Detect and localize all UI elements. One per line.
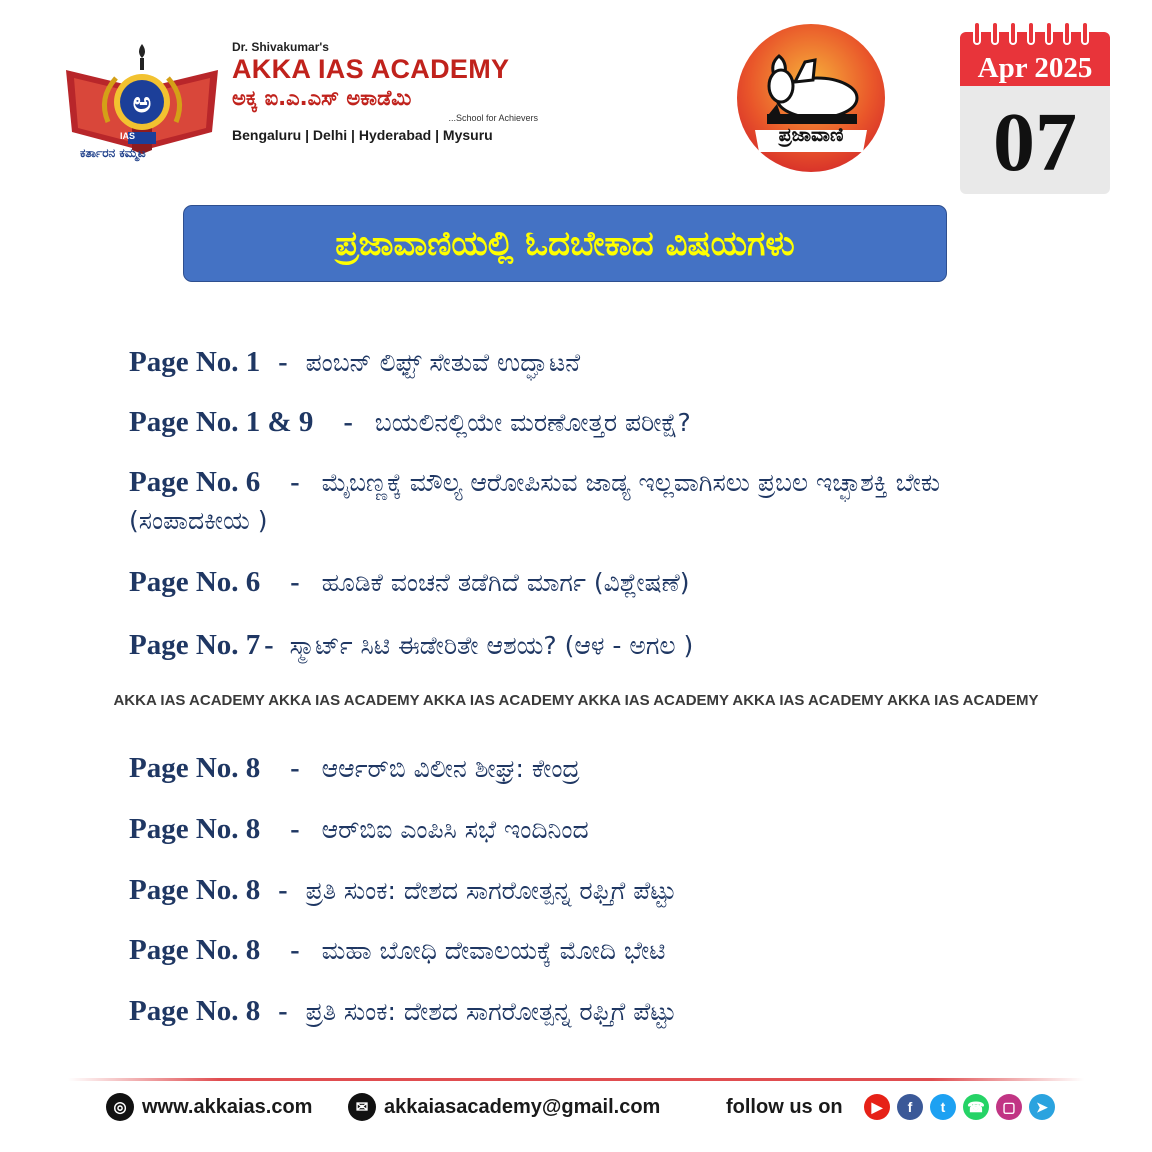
academy-tagline: ...School for Achievers [448,113,538,123]
email-link[interactable]: akkaiasacademy@gmail.com [384,1095,661,1118]
separator: - [278,996,288,1027]
logo-badge-text: IAS [120,131,136,141]
page-number: Page No. 7 [129,629,261,661]
academy-name: AKKA IAS ACADEMY [232,54,510,84]
list-item [129,748,1029,789]
calendar-day: 07 [993,96,1077,189]
footer-website[interactable] [106,1092,312,1122]
article-title: ಪ್ರತಿ ಸುಂಕ: ದೇಶದ ಸಾಗರೋತ್ಪನ್ನ ರಫ್ತಿಗೆ ಪೆಟ್ಟು [305,876,677,905]
logo-tagline: ಕರ್ತಾರನ ಕಮ್ಮಟ [80,146,146,160]
article-title: ಮಹಾ ಬೋಧಿ ದೇವಾಲಯಕ್ಕೆ ಮೋದಿ ಭೇಟಿ [321,936,666,965]
page-number: Page No. 6 [129,466,261,498]
follow-text: follow us on [726,1095,843,1118]
list-item [129,562,1029,603]
list-item [129,809,1029,850]
whatsapp-icon[interactable]: ☎ [963,1094,989,1120]
footer-email[interactable] [348,1092,660,1122]
academy-watermark: AKKA IAS ACADEMY AKKA IAS ACADEMY AKKA IAS ACADEMY AKKA IAS ACADEMY AKKA IAS ACADEMY AKKA IAS ACADEMY [113,692,1039,709]
follow-label [726,1092,843,1122]
twitter-icon[interactable]: t [930,1094,956,1120]
page-number: Page No. 8 [129,995,261,1027]
separator: - [290,467,300,498]
page-title: ಪ್ರಜಾವಾಣಿಯಲ್ಲಿ ಓದಬೇಕಾದ ವಿಷಯಗಳು [335,223,795,264]
separator: - [343,407,353,438]
page-number: Page No. 6 [129,566,261,598]
instagram-icon[interactable]: ▢ [996,1094,1022,1120]
article-title: ಮೈಬಣ್ಣಕ್ಕೆ ಮೌಲ್ಯ ಆರೋಪಿಸುವ ಜಾಡ್ಯ ಇಲ್ಲವಾಗಿಸಲು ಪ್ರಬಲ ಇಚ್ಛಾಶಕ್ತಿ ಬೇಕು (ಸಂಪಾದಕೀಯ ) [129,468,941,535]
article-title: ಬಯಲಿನಲ್ಲಿಯೇ ಮರಣೋತ್ತರ ಪರೀಕ್ಷೆ? [374,408,691,437]
globe-icon: ◎ [106,1093,134,1121]
article-title: ಆರ್ಆರ್‌ಬಿ ವಿಲೀನ ಶೀಘ್ರ: ಕೇಂದ್ರ [321,754,580,783]
academy-name-kannada: ಅಕ್ಕ ಐ.ಎ.ಎಸ್ ಅಕಾಡೆಮಿ [232,86,412,110]
page-number: Page No. 8 [129,874,261,906]
telegram-icon[interactable]: ➤ [1029,1094,1055,1120]
article-title: ಆರ್‌ಬಿಐ ಎಂಪಿಸಿ ಸಭೆ ಇಂದಿನಿಂದ [321,815,589,844]
newspaper-name: ಪ್ರಜಾವಾಣಿ [778,124,844,146]
separator: - [290,753,300,784]
calendar-month-year: Apr 2025 [977,52,1093,84]
calendar-rings-icon [970,18,1100,48]
website-link[interactable]: www.akkaias.com [142,1095,313,1118]
list-item [129,870,1029,911]
newspaper-logo [735,22,887,174]
facebook-icon[interactable]: f [897,1094,923,1120]
separator: - [278,875,288,906]
social-links [864,1094,1062,1120]
academy-cities: Bengaluru | Delhi | Hyderabad | Mysuru [232,127,493,143]
svg-text:ಅ: ಅ [132,86,152,119]
list-item [129,930,1029,971]
page-number: Page No. 1 & 9 [129,406,314,438]
page-number: Page No. 8 [129,813,261,845]
date-calendar [960,18,1110,194]
page-number: Page No. 1 [129,346,261,378]
footer-divider [68,1078,1084,1081]
list-item [129,463,1009,540]
separator: - [278,347,288,378]
article-title: ಹೂಡಿಕೆ ವಂಚನೆ ತಡೆಗಿದೆ ಮಾರ್ಗ (ವಿಶ್ಲೇಷಣೆ) [321,568,690,597]
separator: - [290,814,300,845]
page-number: Page No. 8 [129,752,261,784]
separator: - [290,567,300,598]
article-title: ಪ್ರತಿ ಸುಂಕ: ದೇಶದ ಸಾಗರೋತ್ಪನ್ನ ರಫ್ತಿಗೆ ಪೆಟ್ಟು [305,997,677,1026]
list-item [129,625,1029,666]
academy-brand [232,40,562,143]
mail-icon: ✉ [348,1093,376,1121]
title-banner [183,205,947,282]
page-number: Page No. 8 [129,934,261,966]
separator: - [264,630,274,661]
list-item [129,402,1029,443]
list-item [129,991,1029,1032]
article-title: ಪಂಬನ್ ಲಿಫ್ಟ್ ಸೇತುವೆ ಉದ್ಘಾಟನೆ [305,348,581,377]
nandi-bull-icon [735,22,887,174]
author-name: Dr. Shivakumar's [232,40,329,54]
list-item [129,342,1029,383]
separator: - [290,935,300,966]
youtube-icon[interactable]: ▶ [864,1094,890,1120]
article-title: ಸ್ಮಾರ್ಟ್ ಸಿಟಿ ಈಡೇರಿತೇ ಆಶಯ? (ಆಳ - ಅಗಲ ) [289,631,694,660]
